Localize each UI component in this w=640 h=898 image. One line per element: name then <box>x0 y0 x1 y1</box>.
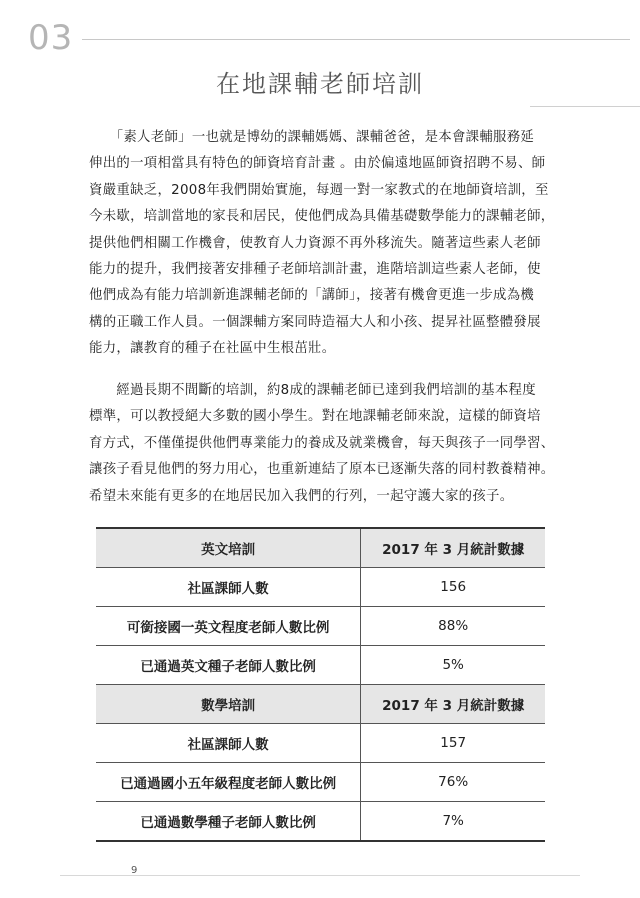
table-header-row-english <box>96 528 545 568</box>
paragraph-line: 讓孩子看見他們的努力用心，也重新連結了原本已逐漸失落的同村教養精神。 <box>89 462 555 478</box>
table-row <box>96 607 545 646</box>
paragraph-line: 提供他們相關工作機會，使教育人力資源不再外移流失。隨著這些素人老師 <box>89 235 541 251</box>
paragraph-line: 能力的提升，我們接著安排種子老師培訓計畫，進階培訓這些素人老師，使 <box>89 262 541 278</box>
training-stats-table <box>96 527 545 842</box>
table-cell-value: 76% <box>361 763 545 802</box>
table-cell-label: 社區課師人數 <box>96 568 361 607</box>
paragraph-line: 今未歇，培訓當地的家長和居民，使他們成為具備基礎數學能力的課輔老師， <box>89 209 555 225</box>
page-title: 在地課輔老師培訓 <box>216 70 424 98</box>
paragraph-line: 希望未來能有更多的在地居民加入我們的行列，一起守護大家的孩子。 <box>89 488 514 504</box>
table-cell-value: 7% <box>361 802 545 842</box>
table-cell-label: 可銜接國一英文程度老師人數比例 <box>96 607 361 646</box>
footer-rule <box>60 875 580 876</box>
table-row <box>96 802 545 842</box>
table-cell-value: 156 <box>361 568 545 607</box>
paragraph-line: 育方式，不僅僅提供他們專業能力的養成及就業機會，每天與孩子一同學習、 <box>89 435 555 451</box>
chapter-number: 03 <box>28 18 74 58</box>
header-rule <box>82 39 630 40</box>
table-cell-value: 5% <box>361 646 545 685</box>
paragraph-line: 構的正職工作人員。一個課輔方案同時造福大人和小孩、提昇社區整體發展 <box>89 314 541 330</box>
table-header-label: 英文培訓 <box>96 528 361 568</box>
table-cell-label: 已通過數學種子老師人數比例 <box>96 802 361 842</box>
paragraph-line: 「素人老師」一也就是博幼的課輔媽媽、課輔爸爸，是本會課輔服務延 <box>89 130 535 145</box>
paragraph-line: 資嚴重缺乏，2008年我們開始實施，每週一對一家教式的在地師資培訓，至 <box>89 182 549 198</box>
table-row <box>96 763 545 802</box>
table-header-row-math <box>96 685 545 724</box>
table-header-label: 數學培訓 <box>96 685 361 724</box>
paragraph-line: 能力，讓教育的種子在社區中生根茁壯。 <box>89 341 336 357</box>
table-cell-label: 已通過英文種子老師人數比例 <box>96 646 361 685</box>
table-cell-value: 157 <box>361 724 545 763</box>
table-header-value: 2017 年 3 月統計數據 <box>361 685 545 724</box>
paragraph-line: 標準，可以教授絕大多數的國小學生。對在地課輔老師來說，這樣的師資培 <box>89 409 541 425</box>
paragraph-line: 他們成為有能力培訓新進課輔老師的「講師」，接著有機會更進一步成為機 <box>89 288 535 304</box>
title-rule <box>530 106 640 107</box>
page-number: 9 <box>131 865 138 876</box>
table-cell-label: 已通過國小五年級程度老師人數比例 <box>96 763 361 802</box>
paragraph-line: 伸出的一項相當具有特色的師資培育計畫 。由於偏遠地區師資招聘不易、師 <box>89 156 546 172</box>
table-cell-value: 88% <box>361 607 545 646</box>
table-cell-label: 社區課師人數 <box>96 724 361 763</box>
table-row <box>96 568 545 607</box>
paragraph-intro <box>89 125 555 363</box>
table-row <box>96 724 545 763</box>
table-row <box>96 646 545 685</box>
paragraph-results <box>89 378 555 510</box>
paragraph-line: 經過長期不間斷的培訓，約8成的課輔老師已達到我們培訓的基本程度 <box>89 383 536 398</box>
table-header-value: 2017 年 3 月統計數據 <box>361 528 545 568</box>
